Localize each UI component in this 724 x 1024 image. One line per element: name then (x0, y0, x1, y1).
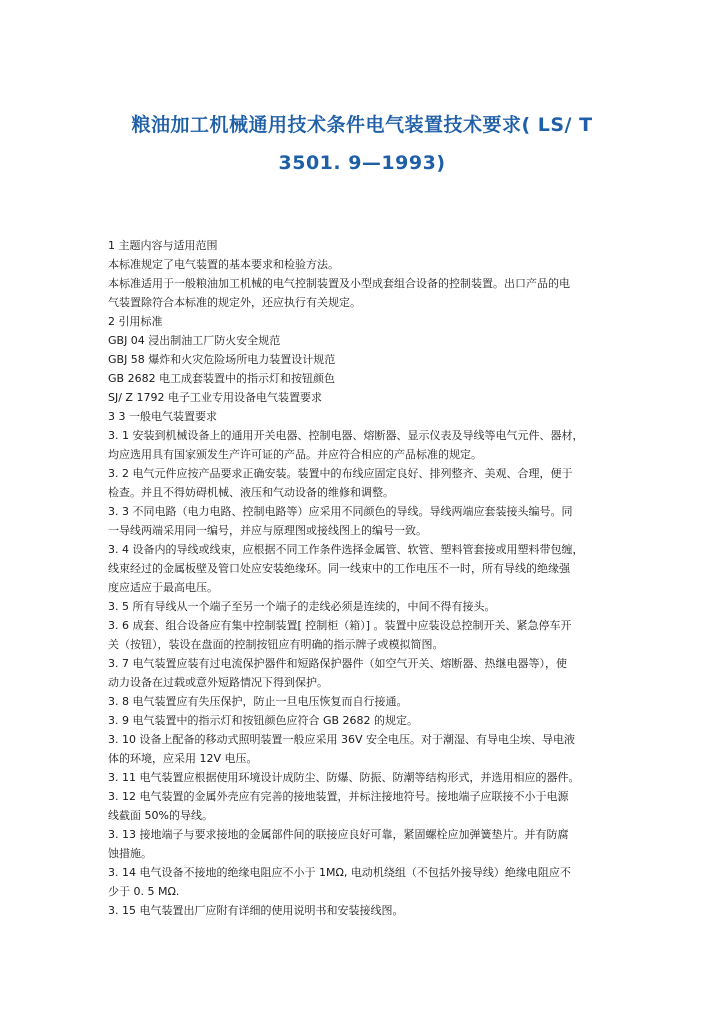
text-line: 3. 4 设备内的导线或线束，应根据不同工作条件选择金属管、软管、塑料管套接或用塑料带包缠， (108, 543, 584, 556)
text-line: 1 主题内容与适用范围 (108, 239, 218, 252)
text-line: 蚀措施。 (108, 847, 152, 860)
document-title: 粮油加工机械通用技术条件电气装置技术要求( LS/ T (131, 114, 593, 136)
text-line: 3 3 一般电气装置要求 (108, 410, 217, 423)
text-line: 检查。并且不得妨碍机械、液压和气动设备的维修和调整。 (108, 486, 394, 499)
text-line: 本标准适用于一般粮油加工机械的电气控制装置及小型成套组合设备的控制装置。出口产品的电 (108, 277, 570, 290)
text-line: 线截面 50%的导线。 (108, 809, 213, 822)
text-line: 3. 10 设备上配备的移动式照明装置一般应采用 36V 安全电压。对于潮湿、有导电尘埃、导电液 (108, 733, 575, 746)
text-line: 3. 14 电气设备不接地的绝缘电阻应不小于 1MΩ, 电动机绕组（不包括外接导线）绝缘电阻应不 (108, 866, 571, 879)
text-line: 一导线两端采用同一编号，并应与原理图或接线图上的编号一致。 (108, 524, 427, 537)
text-line: 均应选用具有国家颁发生产许可证的产品。并应符合相应的产品标准的规定。 (108, 448, 482, 461)
text-line: 3. 12 电气装置的金属外壳应有完善的接地装置，并标注接地符号。接地端子应联接不小于电源 (108, 790, 569, 803)
document-title-standard-number: 3501. 9—1993) (278, 152, 446, 174)
text-line: 3. 2 电气元件应按产品要求正确安装。装置中的布线应固定良好、排列整齐、美观、合理，便于 (108, 467, 573, 480)
text-line: 动力设备在过载或意外短路情况下得到保护。 (108, 676, 328, 689)
text-line: 3. 3 不同电路（电力电路、控制电路等）应采用不同颜色的导线。导线两端应套装接头编号。同 (108, 505, 573, 518)
text-line: 3. 5 所有导线从一个端子至另一个端子的走线必须是连续的，中间不得有接头。 (108, 600, 496, 613)
text-line: 气装置除符合本标准的规定外，还应执行有关规定。 (108, 296, 361, 309)
text-line: SJ/ Z 1792 电子工业专用设备电气装置要求 (108, 391, 322, 404)
text-line: 3. 11 电气装置应根据使用环境设计成防尘、防爆、防振、防潮等结构形式，并选用相应的器件。 (108, 771, 580, 784)
text-line: GBJ 58 爆炸和火灾危险场所电力装置设计规范 (108, 353, 336, 366)
text-line: GBJ 04 浸出制油工厂防火安全规范 (108, 334, 281, 347)
text-line: 关（按钮），装设在盘面的控制按钮应有明确的指示牌子或模拟简图。 (108, 638, 444, 651)
text-line: 3. 6 成套、组合设备应有集中控制装置[ 控制柜（箱）] 。装置中应装设总控制开关、紧急停车开 (108, 619, 572, 632)
document-body (108, 236, 620, 920)
text-line: 3. 8 电气装置应有失压保护，防止一旦电压恢复而自行接通。 (108, 695, 408, 708)
text-line: 本标准规定了电气装置的基本要求和检验方法。 (108, 258, 339, 271)
text-line: 度应适应于最高电压。 (108, 581, 218, 594)
text-line: 3. 15 电气装置出厂应附有详细的使用说明书和安装接线图。 (108, 904, 404, 917)
text-line: 线束经过的金属板壁及管口处应安装绝缘环。同一线束中的工作电压不一时，所有导线的绝缘强 (108, 562, 570, 575)
text-line: 少于 0. 5 MΩ. (108, 885, 180, 898)
text-line: 3. 13 接地端子与要求接地的金属部件间的联接应良好可靠，紧固螺栓应加弹簧垫片。并有防腐 (108, 828, 569, 841)
text-line: 2 引用标准 (108, 315, 163, 328)
text-line: 3. 9 电气装置中的指示灯和按钮颜色应符合 GB 2682 的规定。 (108, 714, 419, 727)
text-line: 3. 7 电气装置应装有过电流保护器件和短路保护器件（如空气开关、熔断器、热继电器等），使 (108, 657, 567, 670)
text-line: 体的环境，应采用 12V 电压。 (108, 752, 258, 765)
text-line: 3. 1 安装到机械设备上的通用开关电器、控制电器、熔断器、显示仪表及导线等电气元件、器材， (108, 429, 584, 442)
text-line: GB 2682 电工成套装置中的指示灯和按钮颜色 (108, 372, 336, 385)
